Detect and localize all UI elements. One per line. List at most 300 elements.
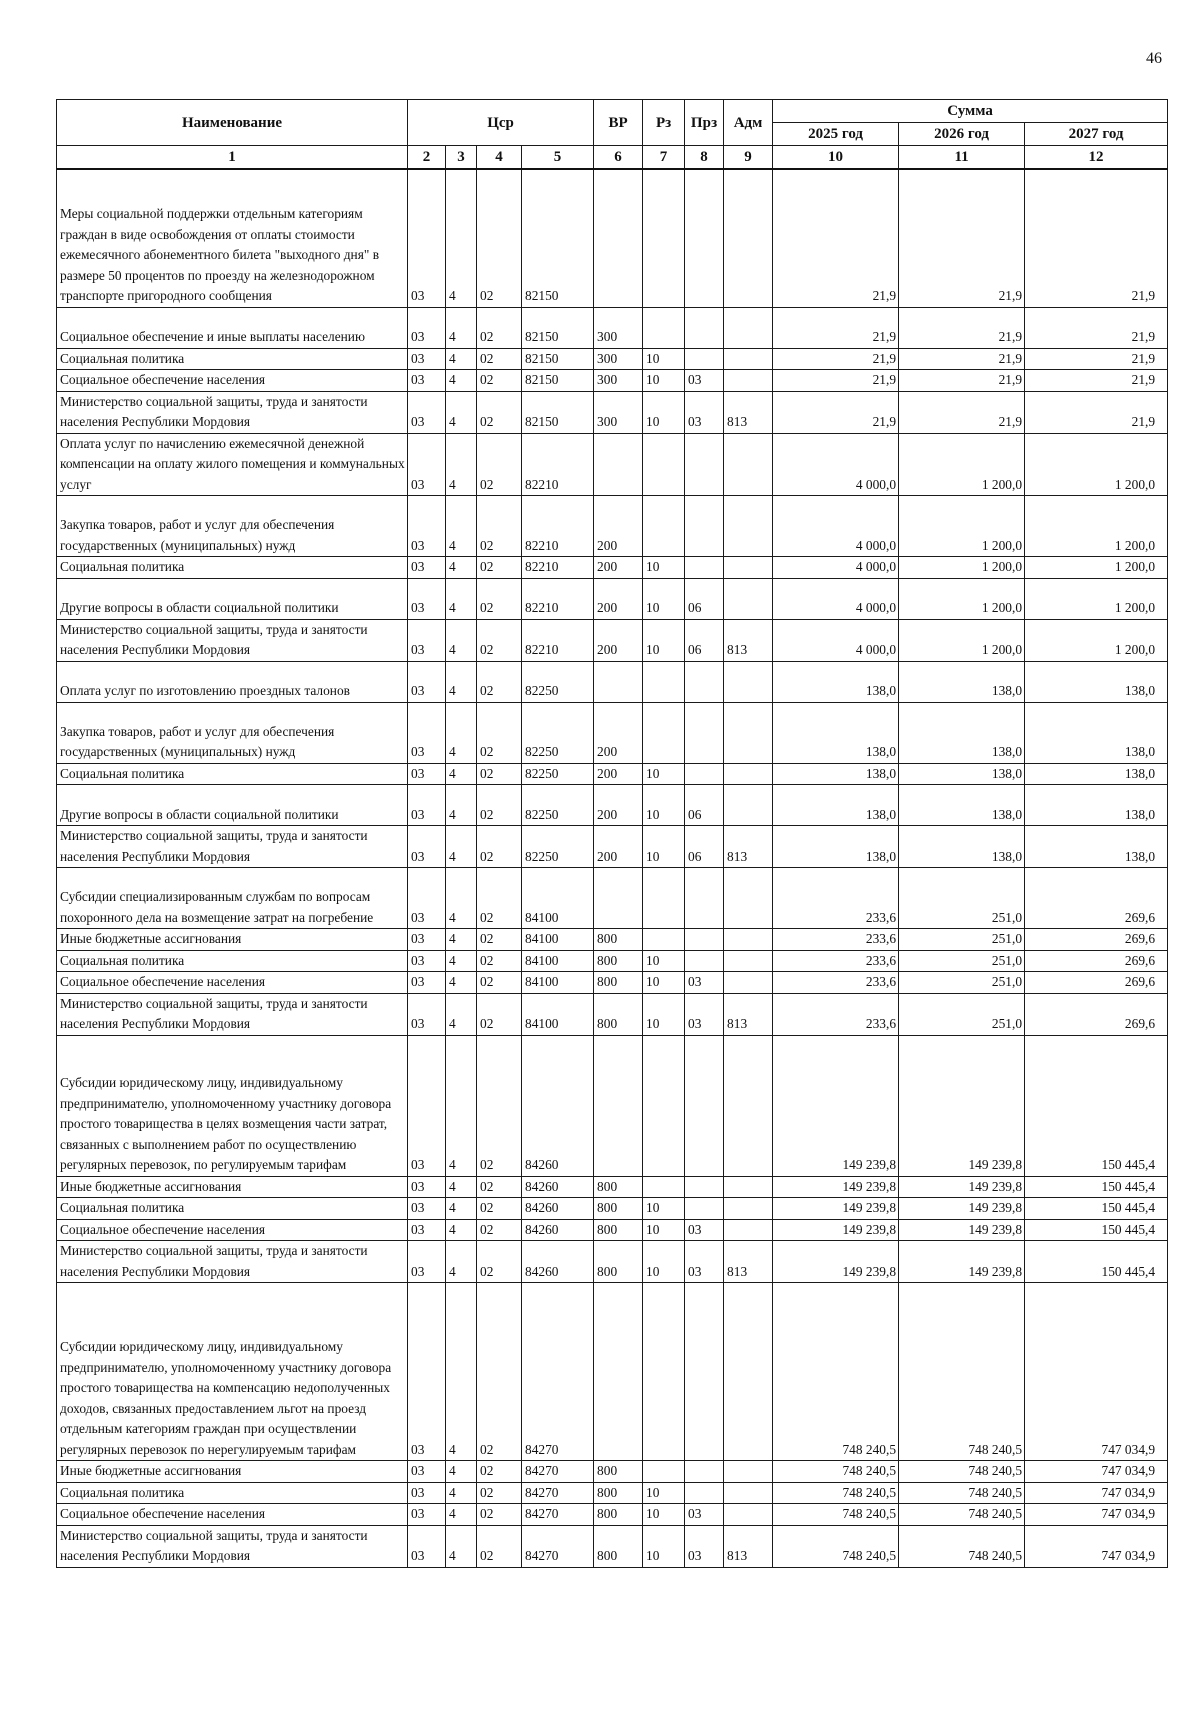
csr-direction: 82210 bbox=[522, 578, 594, 619]
amount-2025: 21,9 bbox=[773, 307, 899, 348]
amount-2026: 1 200,0 bbox=[899, 557, 1025, 579]
amount-2026: 149 239,8 bbox=[899, 1198, 1025, 1220]
rz-code: 10 bbox=[643, 619, 685, 661]
amount-2025: 233,6 bbox=[773, 929, 899, 951]
amount-2025: 233,6 bbox=[773, 993, 899, 1035]
amount-2026: 748 240,5 bbox=[899, 1525, 1025, 1567]
row-name: Социальное обеспечение и иные выплаты населению bbox=[57, 307, 408, 348]
amount-2027: 269,6 bbox=[1025, 993, 1168, 1035]
vr-code: 200 bbox=[594, 557, 643, 579]
adm-code bbox=[724, 1198, 773, 1220]
amount-2025: 4 000,0 bbox=[773, 578, 899, 619]
csr-direction: 82210 bbox=[522, 433, 594, 496]
csr-program: 03 bbox=[408, 785, 446, 826]
amount-2027: 138,0 bbox=[1025, 826, 1168, 868]
amount-2025: 748 240,5 bbox=[773, 1504, 899, 1526]
vr-code: 800 bbox=[594, 993, 643, 1035]
adm-code bbox=[724, 496, 773, 557]
rz-code bbox=[643, 307, 685, 348]
csr-subprogram: 02 bbox=[477, 433, 522, 496]
csr-program: 03 bbox=[408, 1283, 446, 1461]
prz-code bbox=[685, 557, 724, 579]
rz-code bbox=[643, 929, 685, 951]
row-name: Социальное обеспечение населения bbox=[57, 972, 408, 994]
prz-code: 03 bbox=[685, 1219, 724, 1241]
csr-program: 03 bbox=[408, 307, 446, 348]
adm-code bbox=[724, 1461, 773, 1483]
csr-direction: 84260 bbox=[522, 1198, 594, 1220]
amount-2026: 138,0 bbox=[899, 826, 1025, 868]
amount-2026: 138,0 bbox=[899, 763, 1025, 785]
table-row bbox=[57, 169, 1168, 307]
header-year-2026: 2026 год bbox=[899, 123, 1025, 146]
prz-code bbox=[685, 307, 724, 348]
amount-2025: 138,0 bbox=[773, 826, 899, 868]
amount-2027: 269,6 bbox=[1025, 868, 1168, 929]
amount-2027: 21,9 bbox=[1025, 307, 1168, 348]
csr-type: 4 bbox=[446, 1525, 477, 1567]
amount-2026: 251,0 bbox=[899, 868, 1025, 929]
col-number: 4 bbox=[477, 146, 522, 170]
amount-2026: 251,0 bbox=[899, 950, 1025, 972]
table-row bbox=[57, 1176, 1168, 1198]
table-row bbox=[57, 993, 1168, 1035]
table-row bbox=[57, 307, 1168, 348]
budget-table bbox=[56, 99, 1168, 1568]
rz-code: 10 bbox=[643, 370, 685, 392]
amount-2025: 21,9 bbox=[773, 348, 899, 370]
csr-type: 4 bbox=[446, 763, 477, 785]
amount-2026: 251,0 bbox=[899, 929, 1025, 951]
amount-2027: 1 200,0 bbox=[1025, 433, 1168, 496]
csr-program: 03 bbox=[408, 169, 446, 307]
rz-code: 10 bbox=[643, 785, 685, 826]
prz-code bbox=[685, 169, 724, 307]
prz-code bbox=[685, 950, 724, 972]
csr-subprogram: 02 bbox=[477, 929, 522, 951]
row-name: Другие вопросы в области социальной политики bbox=[57, 578, 408, 619]
amount-2027: 747 034,9 bbox=[1025, 1525, 1168, 1567]
csr-type: 4 bbox=[446, 1283, 477, 1461]
csr-program: 03 bbox=[408, 391, 446, 433]
vr-code: 800 bbox=[594, 929, 643, 951]
amount-2027: 138,0 bbox=[1025, 661, 1168, 702]
prz-code: 03 bbox=[685, 972, 724, 994]
csr-program: 03 bbox=[408, 661, 446, 702]
csr-type: 4 bbox=[446, 391, 477, 433]
vr-code bbox=[594, 868, 643, 929]
row-name: Оплата услуг по изготовлению проездных талонов bbox=[57, 661, 408, 702]
table-row bbox=[57, 370, 1168, 392]
adm-code: 813 bbox=[724, 619, 773, 661]
amount-2027: 21,9 bbox=[1025, 348, 1168, 370]
table-row bbox=[57, 826, 1168, 868]
rz-code bbox=[643, 702, 685, 763]
row-name: Иные бюджетные ассигнования bbox=[57, 929, 408, 951]
amount-2027: 1 200,0 bbox=[1025, 619, 1168, 661]
amount-2026: 1 200,0 bbox=[899, 619, 1025, 661]
row-name: Субсидии юридическому лицу, индивидуальному предпринимателю, уполномоченному участнику договора простого товарищества в целях возмещения части затрат, связанных с выполнением работ по осуществлению регулярных перевозок, по регулируемым тарифам bbox=[57, 1035, 408, 1176]
csr-direction: 82150 bbox=[522, 307, 594, 348]
prz-code bbox=[685, 1461, 724, 1483]
col-number: 9 bbox=[724, 146, 773, 170]
adm-code bbox=[724, 1482, 773, 1504]
row-name: Министерство социальной защиты, труда и занятости населения Республики Мордовия bbox=[57, 619, 408, 661]
amount-2025: 748 240,5 bbox=[773, 1283, 899, 1461]
rz-code: 10 bbox=[643, 1482, 685, 1504]
vr-code: 800 bbox=[594, 1219, 643, 1241]
row-name: Министерство социальной защиты, труда и занятости населения Республики Мордовия bbox=[57, 1525, 408, 1567]
row-name: Оплата услуг по начислению ежемесячной денежной компенсации на оплату жилого помещения и коммунальных услуг bbox=[57, 433, 408, 496]
row-name: Иные бюджетные ассигнования bbox=[57, 1176, 408, 1198]
vr-code: 800 bbox=[594, 950, 643, 972]
rz-code bbox=[643, 1035, 685, 1176]
table-row bbox=[57, 1482, 1168, 1504]
csr-direction: 84260 bbox=[522, 1176, 594, 1198]
csr-program: 03 bbox=[408, 1198, 446, 1220]
adm-code bbox=[724, 1283, 773, 1461]
table-row bbox=[57, 578, 1168, 619]
vr-code: 300 bbox=[594, 391, 643, 433]
csr-direction: 84260 bbox=[522, 1219, 594, 1241]
row-name: Закупка товаров, работ и услуг для обеспечения государственных (муниципальных) нужд bbox=[57, 496, 408, 557]
csr-type: 4 bbox=[446, 661, 477, 702]
header-year-2027: 2027 год bbox=[1025, 123, 1168, 146]
csr-program: 03 bbox=[408, 950, 446, 972]
csr-direction: 84270 bbox=[522, 1504, 594, 1526]
adm-code bbox=[724, 1176, 773, 1198]
col-number: 7 bbox=[643, 146, 685, 170]
prz-code bbox=[685, 348, 724, 370]
rz-code: 10 bbox=[643, 1241, 685, 1283]
csr-program: 03 bbox=[408, 1176, 446, 1198]
csr-type: 4 bbox=[446, 826, 477, 868]
csr-direction: 84260 bbox=[522, 1035, 594, 1176]
amount-2026: 748 240,5 bbox=[899, 1283, 1025, 1461]
csr-type: 4 bbox=[446, 307, 477, 348]
csr-subprogram: 02 bbox=[477, 785, 522, 826]
csr-type: 4 bbox=[446, 868, 477, 929]
csr-subprogram: 02 bbox=[477, 993, 522, 1035]
csr-type: 4 bbox=[446, 1035, 477, 1176]
csr-subprogram: 02 bbox=[477, 1504, 522, 1526]
csr-subprogram: 02 bbox=[477, 972, 522, 994]
amount-2025: 149 239,8 bbox=[773, 1198, 899, 1220]
amount-2025: 138,0 bbox=[773, 702, 899, 763]
adm-code bbox=[724, 557, 773, 579]
header-vr: ВР bbox=[594, 100, 643, 146]
adm-code bbox=[724, 370, 773, 392]
prz-code: 03 bbox=[685, 1241, 724, 1283]
vr-code: 800 bbox=[594, 1525, 643, 1567]
csr-type: 4 bbox=[446, 1241, 477, 1283]
prz-code: 06 bbox=[685, 619, 724, 661]
prz-code bbox=[685, 496, 724, 557]
rz-code: 10 bbox=[643, 557, 685, 579]
row-name: Социальная политика bbox=[57, 950, 408, 972]
amount-2027: 747 034,9 bbox=[1025, 1283, 1168, 1461]
table-row bbox=[57, 763, 1168, 785]
vr-code: 200 bbox=[594, 826, 643, 868]
table-row bbox=[57, 661, 1168, 702]
csr-direction: 82150 bbox=[522, 391, 594, 433]
row-name: Субсидии специализированным службам по вопросам похоронного дела на возмещение затрат на погребение bbox=[57, 868, 408, 929]
csr-program: 03 bbox=[408, 1219, 446, 1241]
csr-direction: 82150 bbox=[522, 348, 594, 370]
amount-2025: 748 240,5 bbox=[773, 1482, 899, 1504]
csr-program: 03 bbox=[408, 993, 446, 1035]
prz-code bbox=[685, 702, 724, 763]
csr-type: 4 bbox=[446, 1176, 477, 1198]
csr-program: 03 bbox=[408, 1482, 446, 1504]
amount-2026: 21,9 bbox=[899, 370, 1025, 392]
amount-2026: 251,0 bbox=[899, 993, 1025, 1035]
csr-program: 03 bbox=[408, 578, 446, 619]
table-row bbox=[57, 619, 1168, 661]
amount-2025: 233,6 bbox=[773, 868, 899, 929]
rz-code: 10 bbox=[643, 993, 685, 1035]
table-row bbox=[57, 557, 1168, 579]
row-name: Социальная политика bbox=[57, 557, 408, 579]
row-name: Министерство социальной защиты, труда и занятости населения Республики Мордовия bbox=[57, 391, 408, 433]
csr-subprogram: 02 bbox=[477, 950, 522, 972]
row-name: Иные бюджетные ассигнования bbox=[57, 1461, 408, 1483]
rz-code: 10 bbox=[643, 950, 685, 972]
vr-code: 300 bbox=[594, 348, 643, 370]
amount-2025: 4 000,0 bbox=[773, 557, 899, 579]
table-row bbox=[57, 972, 1168, 994]
csr-subprogram: 02 bbox=[477, 496, 522, 557]
amount-2026: 1 200,0 bbox=[899, 578, 1025, 619]
prz-code: 03 bbox=[685, 370, 724, 392]
rz-code: 10 bbox=[643, 1198, 685, 1220]
prz-code bbox=[685, 1283, 724, 1461]
table-row bbox=[57, 950, 1168, 972]
csr-program: 03 bbox=[408, 763, 446, 785]
csr-subprogram: 02 bbox=[477, 702, 522, 763]
amount-2025: 4 000,0 bbox=[773, 433, 899, 496]
prz-code: 03 bbox=[685, 1525, 724, 1567]
amount-2025: 233,6 bbox=[773, 950, 899, 972]
amount-2025: 748 240,5 bbox=[773, 1461, 899, 1483]
row-name: Меры социальной поддержки отдельным категориям граждан в виде освобождения от оплаты стоимости ежемесячного абонементного билета "выходного дня" в размере 50 процентов по проезду на железнодорожном транспорте пригородного сообщения bbox=[57, 169, 408, 307]
vr-code bbox=[594, 1283, 643, 1461]
csr-subprogram: 02 bbox=[477, 619, 522, 661]
rz-code bbox=[643, 661, 685, 702]
row-name: Социальное обеспечение населения bbox=[57, 1504, 408, 1526]
vr-code: 800 bbox=[594, 1176, 643, 1198]
csr-type: 4 bbox=[446, 1219, 477, 1241]
csr-program: 03 bbox=[408, 826, 446, 868]
vr-code: 800 bbox=[594, 1461, 643, 1483]
rz-code bbox=[643, 496, 685, 557]
table-body bbox=[57, 169, 1168, 1567]
csr-type: 4 bbox=[446, 433, 477, 496]
col-number: 2 bbox=[408, 146, 446, 170]
csr-direction: 84100 bbox=[522, 868, 594, 929]
amount-2027: 269,6 bbox=[1025, 950, 1168, 972]
csr-direction: 82210 bbox=[522, 557, 594, 579]
row-name: Социальная политика bbox=[57, 763, 408, 785]
csr-direction: 82250 bbox=[522, 785, 594, 826]
amount-2027: 150 445,4 bbox=[1025, 1176, 1168, 1198]
amount-2025: 149 239,8 bbox=[773, 1035, 899, 1176]
vr-code bbox=[594, 433, 643, 496]
adm-code: 813 bbox=[724, 826, 773, 868]
amount-2025: 149 239,8 bbox=[773, 1241, 899, 1283]
amount-2025: 138,0 bbox=[773, 785, 899, 826]
rz-code: 10 bbox=[643, 348, 685, 370]
rz-code bbox=[643, 1176, 685, 1198]
amount-2027: 21,9 bbox=[1025, 391, 1168, 433]
row-name: Социальное обеспечение населения bbox=[57, 370, 408, 392]
adm-code bbox=[724, 1035, 773, 1176]
col-number: 8 bbox=[685, 146, 724, 170]
prz-code bbox=[685, 433, 724, 496]
csr-direction: 82250 bbox=[522, 661, 594, 702]
adm-code bbox=[724, 763, 773, 785]
csr-direction: 82150 bbox=[522, 370, 594, 392]
csr-subprogram: 02 bbox=[477, 1525, 522, 1567]
row-name: Закупка товаров, работ и услуг для обеспечения государственных (муниципальных) нужд bbox=[57, 702, 408, 763]
prz-code: 03 bbox=[685, 1504, 724, 1526]
prz-code bbox=[685, 1198, 724, 1220]
prz-code: 06 bbox=[685, 578, 724, 619]
csr-subprogram: 02 bbox=[477, 1219, 522, 1241]
header-rz: Рз bbox=[643, 100, 685, 146]
amount-2026: 138,0 bbox=[899, 661, 1025, 702]
csr-subprogram: 02 bbox=[477, 1461, 522, 1483]
table-row bbox=[57, 1241, 1168, 1283]
csr-type: 4 bbox=[446, 1482, 477, 1504]
amount-2026: 149 239,8 bbox=[899, 1219, 1025, 1241]
rz-code bbox=[643, 868, 685, 929]
csr-subprogram: 02 bbox=[477, 1035, 522, 1176]
rz-code: 10 bbox=[643, 1219, 685, 1241]
csr-type: 4 bbox=[446, 169, 477, 307]
csr-subprogram: 02 bbox=[477, 557, 522, 579]
table-row bbox=[57, 1525, 1168, 1567]
vr-code: 200 bbox=[594, 763, 643, 785]
amount-2027: 138,0 bbox=[1025, 763, 1168, 785]
csr-direction: 82250 bbox=[522, 826, 594, 868]
amount-2025: 149 239,8 bbox=[773, 1176, 899, 1198]
amount-2026: 748 240,5 bbox=[899, 1504, 1025, 1526]
amount-2025: 233,6 bbox=[773, 972, 899, 994]
prz-code bbox=[685, 929, 724, 951]
amount-2026: 21,9 bbox=[899, 169, 1025, 307]
vr-code: 200 bbox=[594, 785, 643, 826]
amount-2025: 149 239,8 bbox=[773, 1219, 899, 1241]
col-number: 1 bbox=[57, 146, 408, 170]
adm-code bbox=[724, 661, 773, 702]
amount-2027: 747 034,9 bbox=[1025, 1461, 1168, 1483]
row-name: Другие вопросы в области социальной политики bbox=[57, 785, 408, 826]
csr-direction: 82250 bbox=[522, 763, 594, 785]
vr-code: 200 bbox=[594, 578, 643, 619]
amount-2025: 21,9 bbox=[773, 169, 899, 307]
row-name: Социальная политика bbox=[57, 348, 408, 370]
csr-subprogram: 02 bbox=[477, 826, 522, 868]
amount-2027: 138,0 bbox=[1025, 702, 1168, 763]
amount-2026: 1 200,0 bbox=[899, 433, 1025, 496]
vr-code bbox=[594, 661, 643, 702]
vr-code bbox=[594, 1035, 643, 1176]
prz-code bbox=[685, 868, 724, 929]
adm-code bbox=[724, 702, 773, 763]
csr-direction: 84270 bbox=[522, 1525, 594, 1567]
vr-code: 200 bbox=[594, 496, 643, 557]
amount-2027: 1 200,0 bbox=[1025, 578, 1168, 619]
row-name: Социальное обеспечение населения bbox=[57, 1219, 408, 1241]
amount-2025: 21,9 bbox=[773, 391, 899, 433]
csr-type: 4 bbox=[446, 993, 477, 1035]
rz-code bbox=[643, 433, 685, 496]
csr-program: 03 bbox=[408, 1035, 446, 1176]
amount-2026: 251,0 bbox=[899, 972, 1025, 994]
rz-code: 10 bbox=[643, 1525, 685, 1567]
csr-subprogram: 02 bbox=[477, 169, 522, 307]
row-name: Министерство социальной защиты, труда и занятости населения Республики Мордовия bbox=[57, 826, 408, 868]
table-row bbox=[57, 1219, 1168, 1241]
row-name: Министерство социальной защиты, труда и занятости населения Республики Мордовия bbox=[57, 1241, 408, 1283]
amount-2025: 21,9 bbox=[773, 370, 899, 392]
csr-subprogram: 02 bbox=[477, 348, 522, 370]
csr-type: 4 bbox=[446, 348, 477, 370]
amount-2026: 149 239,8 bbox=[899, 1176, 1025, 1198]
header-year-2025: 2025 год bbox=[773, 123, 899, 146]
amount-2027: 1 200,0 bbox=[1025, 496, 1168, 557]
amount-2026: 21,9 bbox=[899, 348, 1025, 370]
table-row bbox=[57, 868, 1168, 929]
adm-code bbox=[724, 972, 773, 994]
col-number: 11 bbox=[899, 146, 1025, 170]
csr-direction: 84100 bbox=[522, 929, 594, 951]
adm-code bbox=[724, 785, 773, 826]
vr-code bbox=[594, 169, 643, 307]
rz-code: 10 bbox=[643, 972, 685, 994]
csr-subprogram: 02 bbox=[477, 1482, 522, 1504]
csr-direction: 84270 bbox=[522, 1283, 594, 1461]
amount-2026: 1 200,0 bbox=[899, 496, 1025, 557]
prz-code bbox=[685, 1176, 724, 1198]
csr-direction: 84270 bbox=[522, 1482, 594, 1504]
amount-2026: 149 239,8 bbox=[899, 1241, 1025, 1283]
csr-direction: 84100 bbox=[522, 950, 594, 972]
csr-program: 03 bbox=[408, 702, 446, 763]
csr-type: 4 bbox=[446, 370, 477, 392]
vr-code: 800 bbox=[594, 972, 643, 994]
header-sum: Сумма bbox=[773, 100, 1168, 123]
csr-program: 03 bbox=[408, 972, 446, 994]
csr-direction: 82250 bbox=[522, 702, 594, 763]
adm-code bbox=[724, 348, 773, 370]
csr-subprogram: 02 bbox=[477, 868, 522, 929]
csr-subprogram: 02 bbox=[477, 661, 522, 702]
table-row bbox=[57, 348, 1168, 370]
vr-code: 800 bbox=[594, 1482, 643, 1504]
amount-2027: 269,6 bbox=[1025, 929, 1168, 951]
adm-code bbox=[724, 169, 773, 307]
header-csr: Цср bbox=[408, 100, 594, 146]
csr-type: 4 bbox=[446, 929, 477, 951]
header-adm: Адм bbox=[724, 100, 773, 146]
csr-subprogram: 02 bbox=[477, 1241, 522, 1283]
table-row bbox=[57, 1198, 1168, 1220]
table-row bbox=[57, 1035, 1168, 1176]
table-row bbox=[57, 433, 1168, 496]
table-row bbox=[57, 702, 1168, 763]
